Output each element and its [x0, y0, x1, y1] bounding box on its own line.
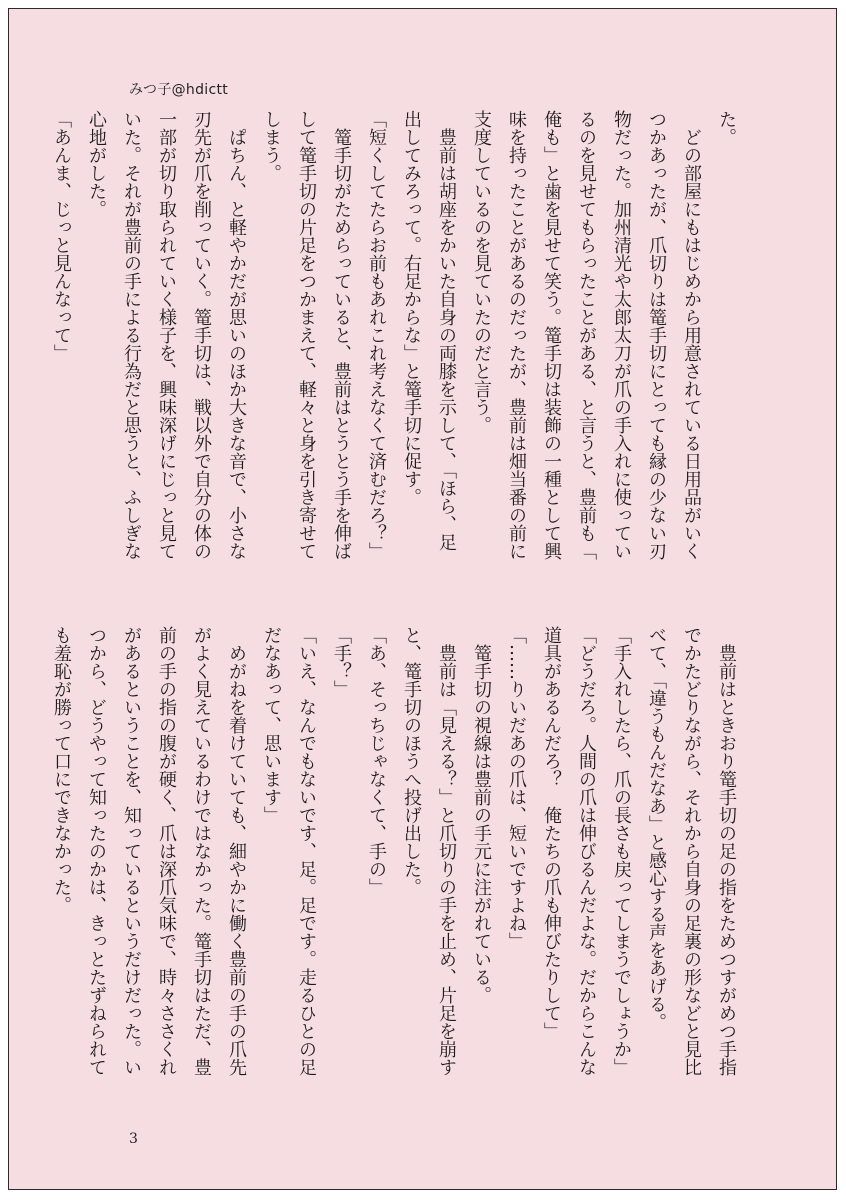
text-line: しまう。 — [261, 110, 282, 182]
text-line: 「どうだろ。人間の爪は伸びるんだよな。だからこんな — [576, 626, 597, 1076]
text-line: た。 — [716, 110, 737, 146]
text-line: 篭手切がためらっていると、豊前はとうとう手を伸ば — [331, 110, 352, 560]
text-line: るのを見せてもらったことがある、と言うと、豊前も「 — [576, 110, 597, 560]
text-line: 「手入れしたら、爪の長さも戻ってしまうでしょうか」 — [611, 626, 632, 1076]
text-line: 味を持ったことがあるのだったが、豊前は畑当番の前に — [506, 110, 527, 560]
text-line: 「手？」 — [331, 626, 352, 698]
text-line: 俺も」と歯を見せて笑う。篭手切は装飾の一種として興 — [541, 110, 562, 560]
text-line: だなあって、思います」 — [261, 626, 282, 824]
page-number: 3 — [129, 1131, 138, 1147]
text-line: 「あんま、じっと見んなって」 — [51, 110, 72, 362]
text-line: めがねを着けていても、細やかに働く豊前の手の爪先 — [226, 626, 247, 1076]
text-line: 前の手の指の腹が硬く、爪は深爪気味で、時々ささくれ — [156, 626, 177, 1076]
text-line: 支度しているのを見ていたのだと言う。 — [471, 110, 492, 434]
text-line: して篭手切の片足をつかまえて、軽々と身を引き寄せて — [296, 110, 317, 560]
upper-text-column — [51, 110, 744, 610]
text-line: つかあったが、爪切りは篭手切にとっても縁の少ない刃 — [646, 110, 667, 560]
text-line: と、篭手切のほうへ投げ出した。 — [401, 626, 422, 896]
text-line: 一部が切り取られていく様子を、興味深げにじっと見て — [156, 110, 177, 560]
text-line: 心地がした。 — [86, 110, 107, 218]
text-line: 「短くしてたらお前もあれこれ考えなくて済むだろ？」 — [366, 110, 387, 560]
text-line: どの部屋にもはじめから用意されている日用品がいく — [681, 110, 702, 560]
lower-text-column — [51, 626, 744, 1116]
text-line: がよく見えているわけではなかった。篭手切はただ、豊 — [191, 626, 212, 1076]
text-line: 「いえ、なんでもないです、足。足です。走るひとの足 — [296, 626, 317, 1076]
text-line: でかたどりながら、それから自身の足裏の形などと見比 — [681, 626, 702, 1076]
text-line: いた。それが豊前の手による行為だと思うと、ふしぎな — [121, 110, 142, 560]
text-line: があるということを、知っているというだけだった。い — [121, 626, 142, 1076]
text-line: 出してみろって。右足からな」と篭手切に促す。 — [401, 110, 422, 506]
novel-page — [8, 8, 837, 1190]
text-line: も羞恥が勝って口にできなかった。 — [51, 626, 72, 914]
text-line: 豊前は「見える？」と爪切りの手を止め、片足を崩す — [436, 626, 457, 1076]
text-line: 道具があるんだろ？ 俺たちの爪も伸びたりして」 — [541, 626, 562, 1040]
text-line: べて、「違うもんだなあ」と感心する声をあげる。 — [646, 626, 667, 1031]
text-line: 「……りいだあの爪は、短いですよね」 — [506, 626, 527, 950]
text-line: 豊前はときおり篭手切の足の指をためつすがめつ手指 — [716, 626, 737, 1076]
text-line: つから、どうやって知ったのかは、きっとたずねられて — [86, 626, 107, 1076]
text-line: 物だった。加州清光や太郎太刀が爪の手入れに使ってい — [611, 110, 632, 560]
author-header: みつ子@hdictt — [129, 82, 229, 98]
text-line: ぱちん、と軽やかだが思いのほか大きな音で、小さな — [226, 110, 247, 560]
text-line: 刃先が爪を削っていく。篭手切は、戦以外で自分の体の — [191, 110, 212, 560]
text-line: 篭手切の視線は豊前の手元に注がれている。 — [471, 626, 492, 1004]
text-line: 「あ、そっちじゃなくて、手の」 — [366, 626, 387, 896]
text-line: 豊前は胡座をかいた自身の両膝を示して、「ほら、足 — [436, 110, 457, 551]
